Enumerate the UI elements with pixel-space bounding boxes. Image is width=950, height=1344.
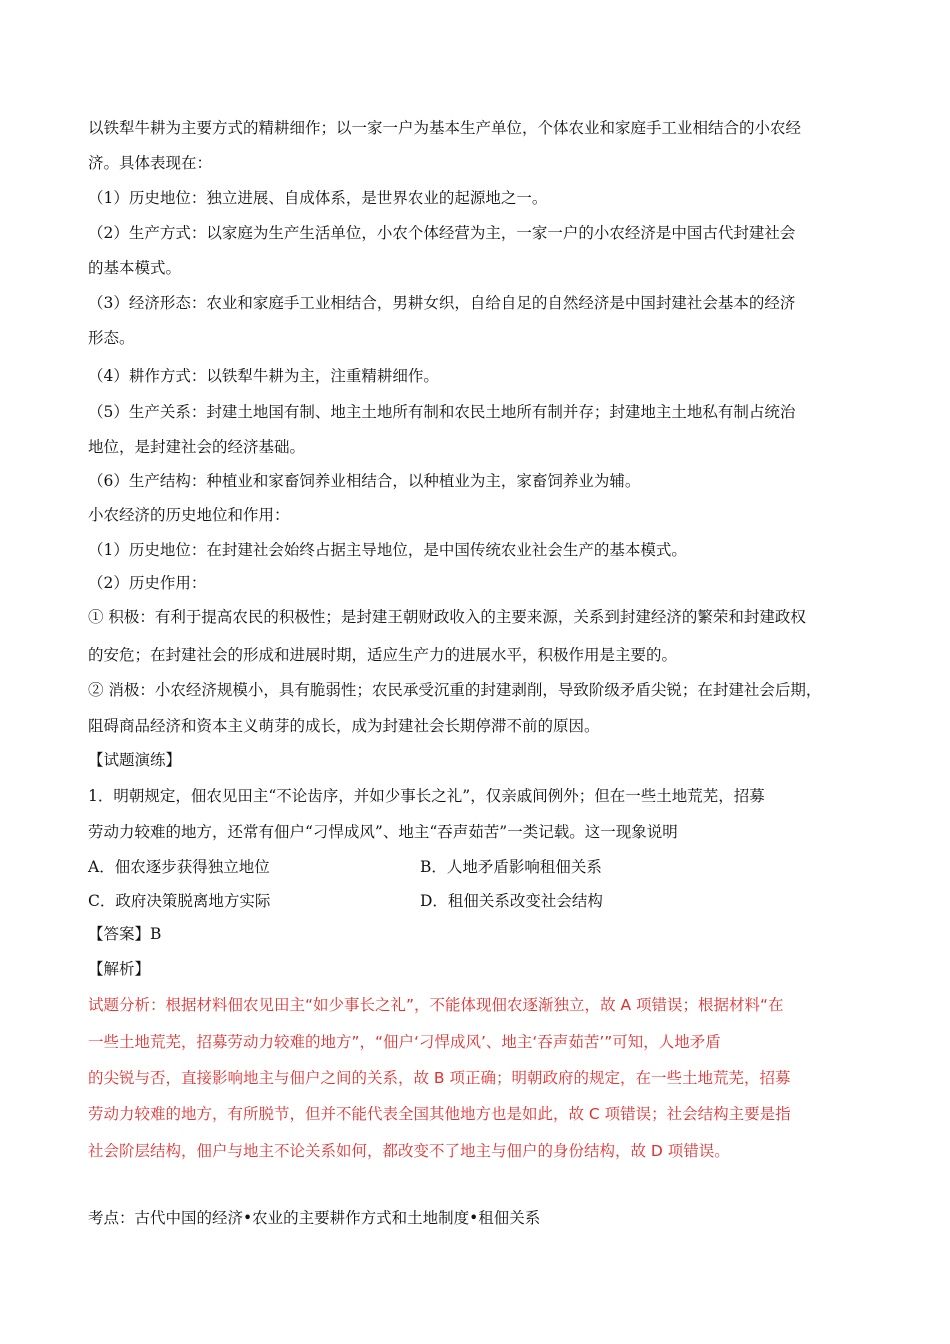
analysis-line: 一些土地荒芜，招募劳动力较难的地方”，“佃户‘刁悍成风’、地主‘吞声茹苦’”可知，人地矛盾: [88, 1033, 721, 1051]
paragraph-line: 小农经济的历史地位和作用：: [88, 506, 290, 524]
paragraph-line: （6）生产结构：种植业和家畜饲养业相结合，以种植业为主，家畜饲养业为辅。: [88, 472, 641, 490]
paragraph-line: （5）生产关系：封建土地国有制、地主土地所有制和农民土地所有制并存；封建地主土地私有制占统治: [88, 403, 796, 421]
analysis-line: 劳动力较难的地方，有所脱节，但并不能代表全国其他地方也是如此，故 C 项错误；社会结构主要是指: [88, 1105, 791, 1123]
option-b: B．人地矛盾影响租佃关系: [420, 858, 602, 876]
analysis-line: 社会阶层结构，佃户与地主不论关系如何，都改变不了地主与佃户的身份结构，故 D 项错误。: [88, 1142, 730, 1160]
practice-heading: 【试题演练】: [88, 751, 182, 769]
option-d: D．租佃关系改变社会结构: [420, 892, 603, 910]
analysis-heading: 【解析】: [88, 960, 151, 978]
analysis-line: 试题分析：根据材料佃农见田主“如少事长之礼”，不能体现佃农逐渐独立，故 A 项错误；根据材料“在: [88, 996, 784, 1014]
question-line: 劳动力较难的地方，还常有佃户“刁悍成风”、地主“吞声茹苦”一类记载。这一现象说明: [88, 823, 678, 841]
analysis-line: 的尖锐与否，直接影响地主与佃户之间的关系，故 B 项正确；明朝政府的规定，在一些土地荒芜，招募: [88, 1069, 791, 1087]
paragraph-line: 的安危；在封建社会的形成和进展时期，适应生产力的进展水平，积极作用是主要的。: [88, 646, 678, 664]
question-line: 1．明朝规定，佃农见田主“不论齿序，并如少事长之礼”，仅亲戚间例外；但在一些土地荒芜，招募: [88, 787, 765, 805]
option-a: A．佃农逐步获得独立地位: [88, 858, 270, 876]
paragraph-line: 以铁犁牛耕为主要方式的精耕细作；以一家一户为基本生产单位，个体农业和家庭手工业相结合的小农经: [88, 119, 802, 137]
answer: 【答案】B: [88, 925, 162, 943]
paragraph-line: （4）耕作方式：以铁犁牛耕为主，注重精耕细作。: [88, 367, 439, 385]
paragraph-line: （1）历史地位：在封建社会始终占据主导地位，是中国传统农业社会生产的基本模式。: [88, 541, 687, 559]
paragraph-line: 济。具体表现在：: [88, 154, 213, 172]
kaodian: 考点：古代中国的经济•农业的主要耕作方式和土地制度•租佃关系: [88, 1209, 541, 1227]
paragraph-line: （2）历史作用：: [88, 574, 207, 592]
paragraph-line: （1）历史地位：独立进展、自成体系，是世界农业的起源地之一。: [88, 189, 548, 207]
paragraph-line: 形态。: [88, 329, 135, 347]
option-c: C．政府决策脱离地方实际: [88, 892, 271, 910]
paragraph-line: ② 消极：小农经济规模小，具有脆弱性；农民承受沉重的封建剥削，导致阶级矛盾尖锐；在封建社会后期，: [88, 681, 822, 699]
paragraph-line: 的基本模式。: [88, 259, 182, 277]
paragraph-line: ① 积极：有利于提高农民的积极性；是封建王朝财政收入的主要来源，关系到封建经济的繁荣和封建政权: [88, 608, 806, 626]
paragraph-line: 阻碍商品经济和资本主义萌芽的成长，成为封建社会长期停滞不前的原因。: [88, 717, 600, 735]
paragraph-line: （3）经济形态：农业和家庭手工业相结合，男耕女织，自给自足的自然经济是中国封建社会基本的经济: [88, 294, 796, 312]
paragraph-line: 地位，是封建社会的经济基础。: [88, 438, 306, 456]
paragraph-line: （2）生产方式：以家庭为生产生活单位，小农个体经营为主，一家一户的小农经济是中国古代封建社会: [88, 224, 796, 242]
